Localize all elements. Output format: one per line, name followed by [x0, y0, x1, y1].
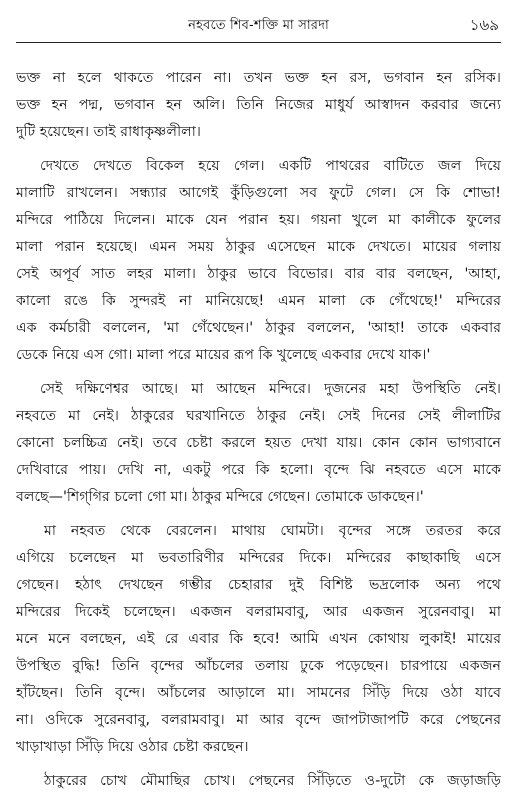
text-line: বলছে—'শিগ্‌গির চলো গো মা। ঠাকুর মন্দিরে গেছেন। তোমাকে ডাকছেন।' [16, 489, 424, 505]
text-line: মা নহবত থেকে বেরলেন। মাথায় ঘোমটা। বৃন্দের সঙ্গে তরতর করে [44, 523, 501, 539]
text-line: ভক্ত হন পদ্ম, ভগবান হন অলি। তিনি নিজের মাধুর্য আস্বাদন করবার জন্যে [16, 97, 501, 113]
text-line: মনে মনে বলছেন, এই রে এবার কি হবে! আমি এখন কোথায় লুকাই! মায়ের [16, 631, 501, 647]
text-line: মালা পরান হয়েছে। এমন সময় ঠাকুর এসেছেন মাকে দেখতে। মায়ের গলায় [16, 239, 501, 255]
page-number: ১৬৯ [469, 16, 499, 34]
text-line: সেই অপূর্ব সাত লহর মালা। ঠাকুর ভাবে বিভোর। বার বার বলছেন, 'আহা, [16, 266, 501, 282]
text-line: দুটি হয়েছেন। তাই রাধাকৃষ্ণলীলা। [16, 124, 201, 140]
text-line: ভক্ত না হলে থাকতে পারেন না। তখন ভক্ত হন রস, ভগবান হন রসিক। [16, 70, 501, 86]
text-line: ঠাকুরের চোখ মৌমাছির চোখ। পেছনের সিঁড়িতে ও-দুটো কে জড়াজড়ি [44, 773, 501, 789]
text-line: এগিয়ে চলেছেন মা ভবতারিণীর মন্দিরের দিকে। মন্দিরের কাছাকাছি এসে [16, 550, 501, 566]
text-line: কোনো চলচ্চিত্র নেই। তবে চেষ্টা করলে হয়ত দেখা যায়। কোন কোন ভাগ্যবানে [16, 435, 501, 451]
text-line: এক কর্মচারী বললেন, 'মা গেঁথেছেন।' ঠাকুর বললেন, 'আহা! তাকে একবার [16, 320, 501, 336]
paragraph-2 [16, 153, 501, 369]
text-line: নহবতে মা নেই। ঠাকুরের ঘরখানিতে ঠাকুর নেই। সেই দিনের সেই লীলাটির [16, 408, 501, 424]
paragraph-1 [16, 65, 501, 146]
text-line: দেখতে দেখতে বিকেল হয়ে গেল। একটি পাথরের বাটিতে জল দিয়ে [40, 158, 501, 174]
text-line: উপস্থিত বুদ্ধি! তিনি বৃন্দের আঁচলের তলায় ঢুকে পড়েছেন। চারপায়ে একজন [16, 658, 501, 674]
body-text [16, 65, 501, 795]
text-line: না। ওদিকে সুরেনবাবু, বলরামবাবু। মা আর বৃন্দে জাপটাজাপটি করে পেছনের [16, 712, 501, 728]
text-line: দেখিবারে পায়। দেখি না, একটু পরে কি হলো। বৃন্দে ঝি নহবতে এসে মাকে [16, 462, 501, 478]
paragraph-5 [16, 768, 501, 795]
text-line: খাড়াখাড়া সিঁড়ি দিয়ে ওঠার চেষ্টা করছেন। [16, 739, 249, 755]
paragraph-4 [16, 518, 501, 761]
running-title: নহবতে শিব-শক্তি মা সারদা [188, 18, 329, 33]
text-line: সেই দক্ষিণেশ্বর আছে। মা আছেন মন্দিরে। দুজনের মহা উপস্থিতি নেই। [40, 381, 501, 397]
text-line: মালাটি রাখলেন। সন্ধ্যার আগেই কুঁড়িগুলো সব ফুটে গেল। সে কি শোভা! [16, 185, 501, 201]
text-line: ডেকে নিয়ে এস গো। মালা পরে মায়ের রূপ কি খুলেছে একবার দেখে যাক।' [16, 347, 431, 363]
text-line: কালো রঙে কি সুন্দরই না মানিয়েছে! এমন মালা কে গেঁথেছে!' মন্দিরের [16, 293, 501, 309]
text-line: গেছেন। হঠাৎ দেখছেন গম্ভীর চেহারার দুই বিশিষ্ট ভদ্রলোক অন্য পথে [16, 577, 501, 593]
text-line: হাঁটছেন। তিনি বৃন্দে। আঁচলের আড়ালে মা। সামনের সিঁড়ি দিয়ে ওঠা যাবে [16, 685, 501, 701]
text-line: মন্দিরে পাঠিয়ে দিলেন। মাকে যেন পরান হয়। গয়না খুলে মা কালীকে ফুলের [16, 212, 501, 228]
paragraph-3 [16, 376, 501, 511]
page-header [16, 12, 501, 43]
text-line: মন্দিরের দিকেই চলেছেন। একজন বলরামবাবু, আর একজন সুরেনবাবু। মা [16, 604, 501, 620]
